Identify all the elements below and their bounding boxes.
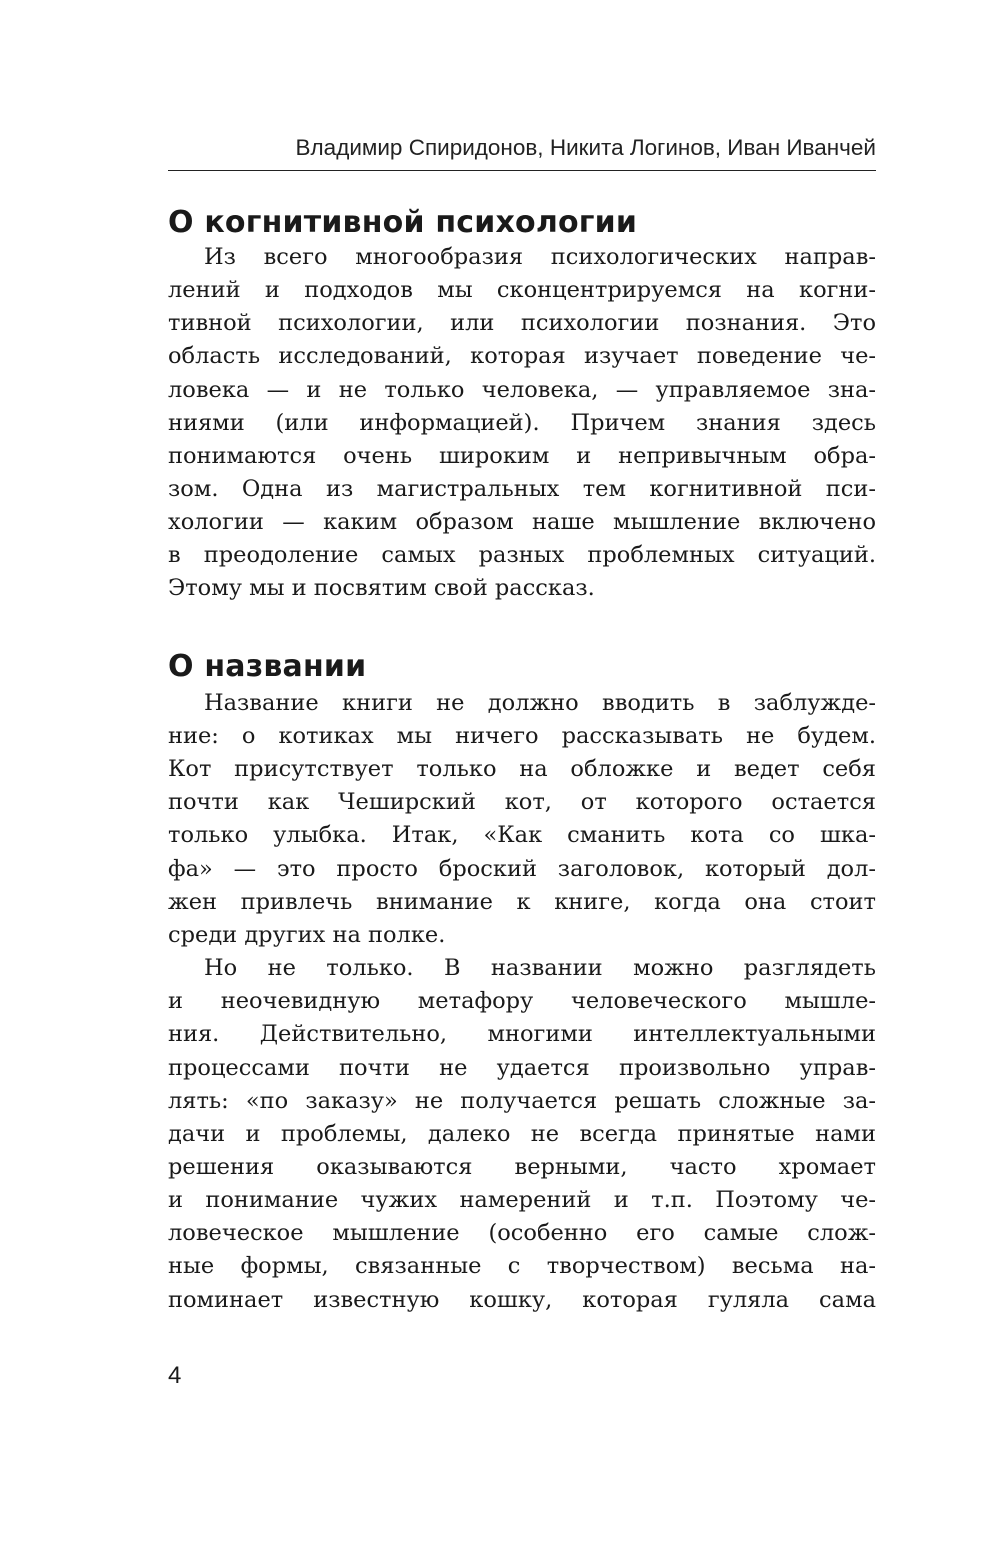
text-line: процессами почти не удается произвольно управ- — [168, 1055, 876, 1081]
section-title-cognitive-psychology: О когнитивной психологии — [168, 205, 638, 240]
text-line: лять: «по заказу» не получается решать сложные за- — [168, 1088, 876, 1114]
text-line: Этому мы и посвятим свой рассказ. — [168, 575, 595, 601]
text-line: жен привлечь внимание к книге, когда она стоит — [168, 889, 876, 915]
text-line: зом. Одна из магистральных тем когнитивной пси- — [168, 476, 876, 502]
text-line: почти как Чеширский кот, от которого остается — [168, 789, 876, 815]
text-line: Но не только. В названии можно разглядеть — [204, 955, 876, 981]
text-line: среди других на полке. — [168, 922, 446, 948]
text-line: и понимание чужих намерений и т.п. Поэтому че- — [168, 1187, 876, 1213]
text-line: поминает известную кошку, которая гуляла сама — [168, 1287, 876, 1313]
text-line: Кот присутствует только на обложке и ведет себя — [168, 756, 876, 782]
header-rule — [168, 170, 876, 171]
text-line: дачи и проблемы, далеко не всегда принятые нами — [168, 1121, 876, 1147]
section-title-about-title: О названии — [168, 649, 367, 684]
running-head: Владимир Спиридонов, Никита Логинов, Иван Иванчей — [295, 135, 876, 160]
page-number: 4 — [168, 1362, 182, 1389]
text-line: решения оказываются верными, часто хромает — [168, 1154, 876, 1180]
text-line: Из всего многообразия психологических направ- — [204, 244, 876, 270]
text-line: только улыбка. Итак, «Как сманить кота со шка- — [168, 822, 876, 848]
text-line: тивной психологии, или психологии познания. Это — [168, 310, 876, 336]
text-line: понимаются очень широким и непривычным обра- — [168, 443, 876, 469]
text-line: хологии — каким образом наше мышление включено — [168, 509, 876, 535]
text-line: область исследований, которая изучает поведение че- — [168, 343, 876, 369]
text-line: и неочевидную метафору человеческого мышле- — [168, 988, 876, 1014]
text-line: Название книги не должно вводить в заблужде- — [204, 690, 876, 716]
text-line: в преодоление самых разных проблемных ситуаций. — [168, 542, 876, 568]
text-line: ловеческое мышление (особенно его самые слож- — [168, 1220, 876, 1246]
text-line: ния. Действительно, многими интеллектуальными — [168, 1021, 876, 1047]
text-line: лений и подходов мы сконцентрируемся на когни- — [168, 277, 876, 303]
text-line: ние: о котиках мы ничего рассказывать не будем. — [168, 723, 876, 749]
text-line: ловека — и не только человека, — управляемое зна- — [168, 377, 876, 403]
text-line: ные формы, связанные с творчеством) весьма на- — [168, 1253, 876, 1279]
text-line: ниями (или информацией). Причем знания здесь — [168, 410, 876, 436]
text-line: фа» — это просто броский заголовок, который дол- — [168, 856, 876, 882]
